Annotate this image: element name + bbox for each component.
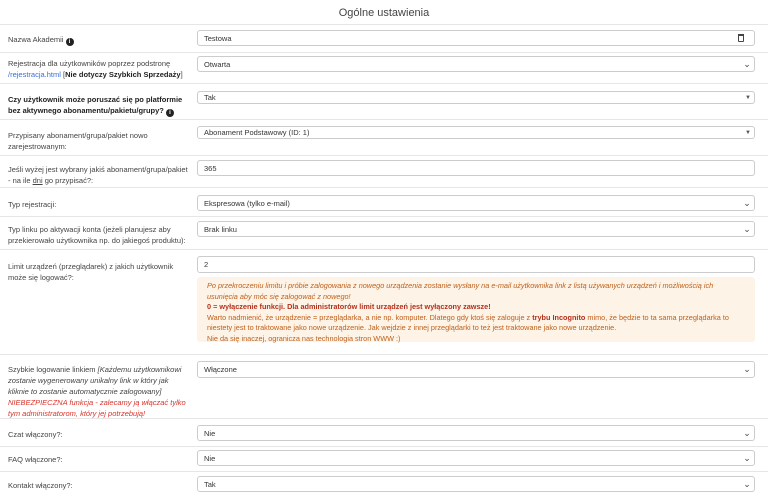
academy-name-input[interactable]: Testowa	[197, 30, 755, 46]
chat-label: Czat włączony?:	[8, 430, 63, 439]
assigned-subscription-label: Przypisany abonament/grupa/pakiet nowo zarejestrowanym:	[8, 131, 148, 151]
assigned-subscription-select[interactable]: Abonament Podstawowy (ID: 1) ▼	[197, 126, 755, 139]
divider	[0, 446, 768, 447]
divider	[0, 216, 768, 217]
registration-type-select[interactable]: Ekspresowa (tylko e-mail) ⌄	[197, 195, 755, 211]
divider	[0, 471, 768, 472]
no-subscription-select[interactable]: Tak ▼	[197, 91, 755, 104]
faq-label: FAQ włączone?:	[8, 455, 63, 464]
registration-label: Rejestracja dla użytkowników poprzez podstronę /rejestracja.html [Nie dotyczy Szybkich Sprzedaży]	[8, 59, 183, 79]
divider	[0, 119, 768, 120]
chevron-down-icon: ⌄	[743, 427, 751, 438]
days-label: Jeśli wyżej jest wybrany jakiś abonament/grupa/pakiet - na ile dni go przypisać?:	[8, 165, 188, 185]
chevron-down-icon: ▼	[745, 129, 751, 136]
registration-type-label: Typ rejestracji:	[8, 200, 57, 209]
contact-label: Kontakt włączony?:	[8, 481, 73, 490]
no-subscription-label: Czy użytkownik może poruszać się po platformie bez aktywnego abonamentu/pakietu/grupy? i	[8, 95, 183, 116]
divider	[0, 187, 768, 188]
trash-icon[interactable]	[738, 34, 744, 42]
divider	[0, 354, 768, 355]
divider	[0, 83, 768, 84]
divider	[0, 418, 768, 419]
device-limit-label: Limit urządzeń (przeglądarek) z jakich użytkownik może się logować?:	[8, 262, 174, 282]
registration-select[interactable]: Otwarta ⌄	[197, 56, 755, 72]
divider	[0, 249, 768, 250]
chevron-down-icon: ▼	[745, 94, 751, 101]
divider	[0, 155, 768, 156]
contact-select[interactable]: Tak ⌄	[197, 476, 755, 492]
info-icon[interactable]: i	[166, 109, 174, 117]
chevron-down-icon: ⌄	[743, 478, 751, 489]
divider	[0, 24, 768, 25]
academy-name-label: Nazwa Akademii i	[8, 34, 190, 46]
chevron-down-icon: ⌄	[743, 58, 751, 69]
chevron-down-icon: ⌄	[743, 452, 751, 463]
page-title: Ogólne ustawienia	[338, 7, 430, 19]
device-limit-input[interactable]: 2	[197, 256, 755, 273]
chevron-down-icon: ⌄	[743, 197, 751, 208]
chevron-down-icon: ⌄	[743, 223, 751, 234]
quick-login-label: Szybkie logowanie linkiem [Każdemu użytkownikowi zostanie wygenerowany unikalny link w który jak kliknie to zostanie automatycznie zalogowany] NIEBEZPIECZNA funkcja - zalecamy ją włączać tylko tym administratorom, który jej potrzebują!	[8, 365, 186, 418]
activation-link-label: Typ linku po aktywacji konta (jeżeli planujesz aby przekierowało użytkownika np. do jakiegoś produktu):	[8, 225, 186, 245]
days-input[interactable]: 365	[197, 160, 755, 176]
faq-select[interactable]: Nie ⌄	[197, 450, 755, 466]
chat-select[interactable]: Nie ⌄	[197, 425, 755, 441]
device-limit-warning: Po przekroczeniu limitu i próbie zalogowania z nowego urządzenia zostanie wysłany na e-mail użytkownika link z listą używanych urządzeń i możliwością ich usunięcia aby móc się zalogować z nowego! 0 = wyłączenie funkcji. Dla administratorów limit urządzeń jest wyłączony zawsze! Warto nadmienić, że urządzenie = przeglądarka, a nie np. komputer. Dlatego gdy ktoś się zaloguje z trybu Incognito mimo, że będzie to ta sama przeglądarka to niestety jest to traktowane jako nowe urządzenie. Jak wejdzie z innej przeglądarki to też jest traktowane jako nowe urządzenie. Nie da się inaczej, ogranicza nas technologia stron WWW :)	[197, 277, 755, 342]
chevron-down-icon: ⌄	[743, 364, 751, 374]
info-icon[interactable]: i	[66, 38, 74, 46]
quick-login-select[interactable]: Włączone ⌄	[197, 361, 755, 378]
registration-page-link[interactable]: /rejestracja.html	[8, 70, 61, 79]
divider	[0, 52, 768, 53]
activation-link-select[interactable]: Brak linku ⌄	[197, 221, 755, 237]
